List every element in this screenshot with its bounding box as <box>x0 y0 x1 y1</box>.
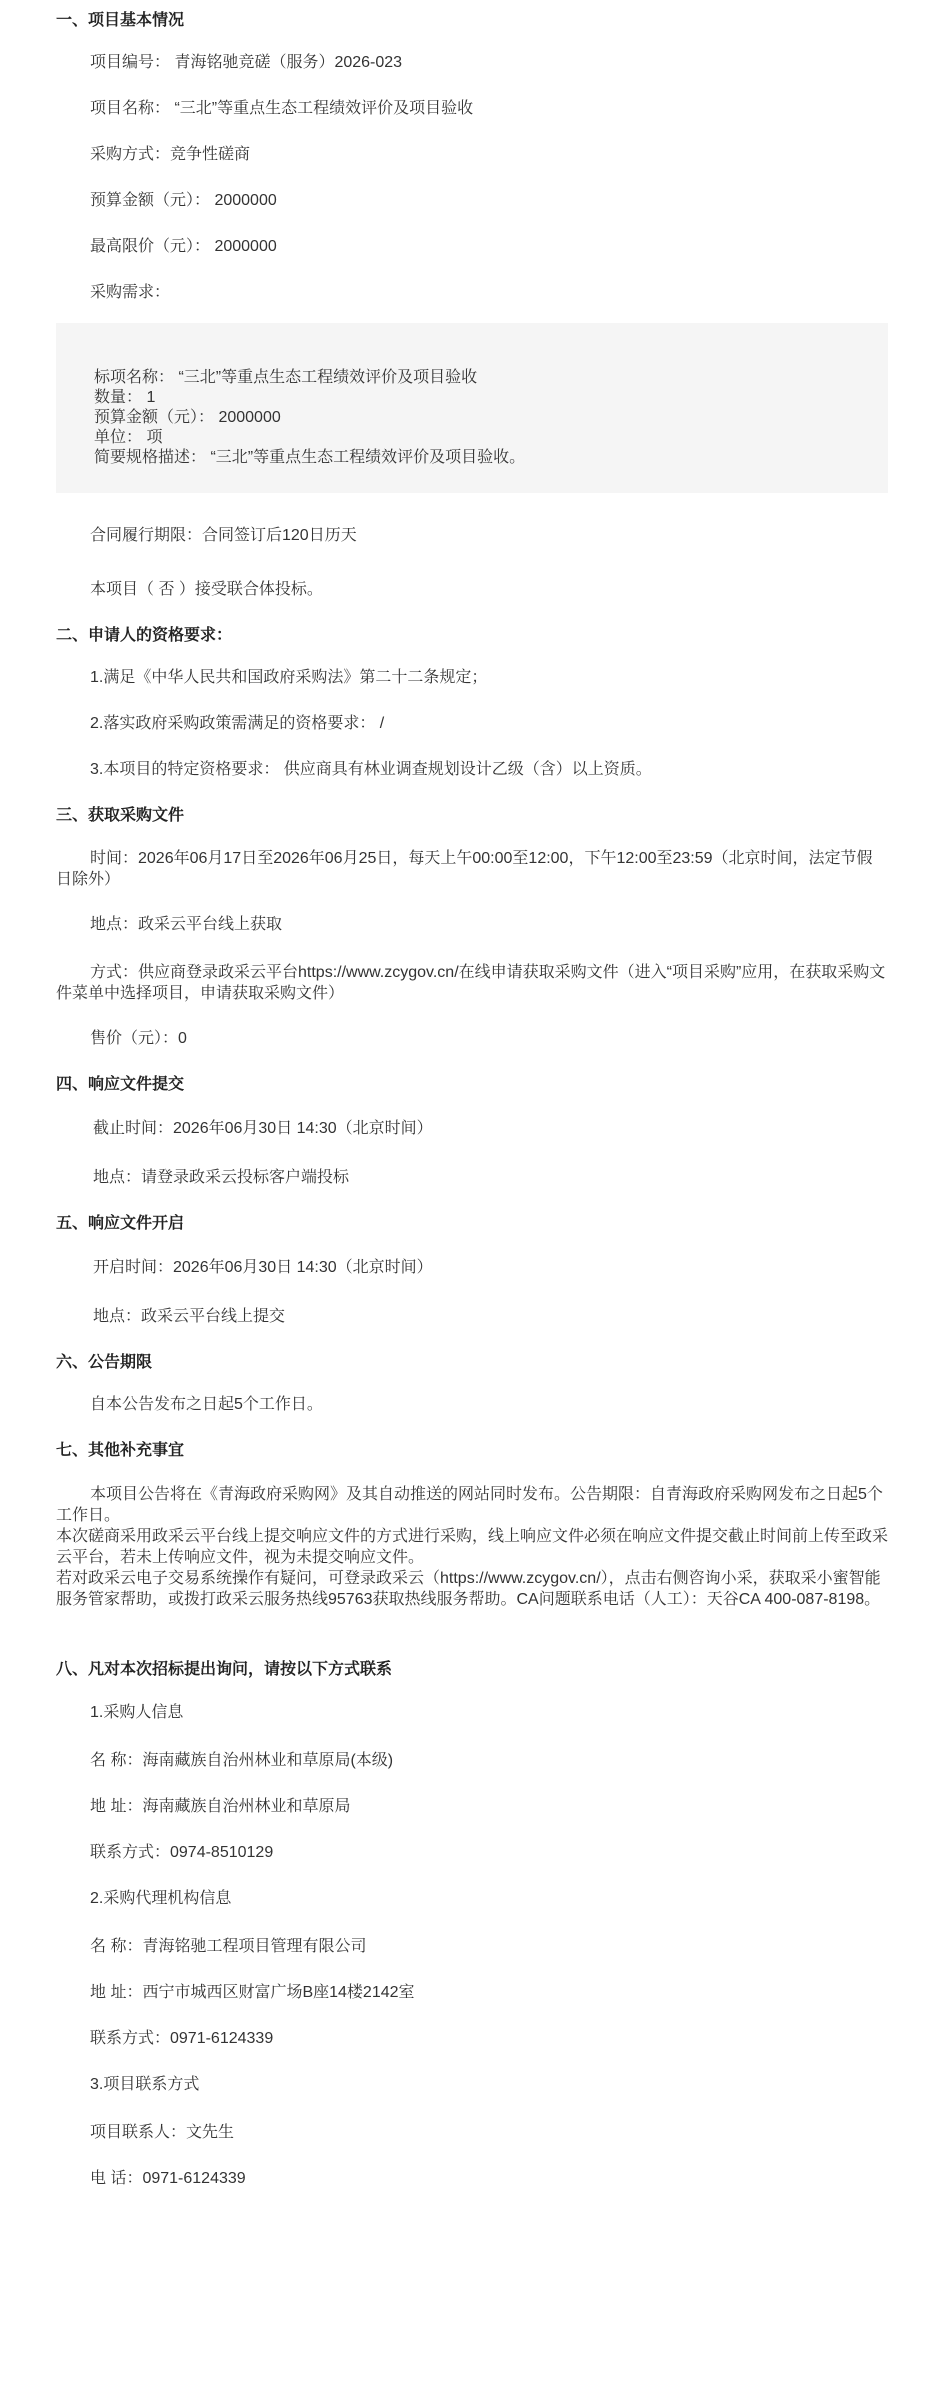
procurement-method: 采购方式：竞争性磋商 <box>90 146 251 163</box>
budget-amount: 预算金额（元）： 2000000 <box>90 192 277 209</box>
qualification-2: 2.落实政府采购政策需满足的资格要求： / <box>90 715 385 732</box>
submission-place: 地点：请登录政采云投标客户端投标 <box>93 1169 350 1186</box>
document-price: 售价（元）：0 <box>90 1030 187 1047</box>
supplement-helpdesk: 若对政采云电子交易系统操作有疑问，可登录政采云（https://www.zcygov.cn/），点击右侧咨询小采，获取采小蜜智能服务管家帮助，或拨打政采云服务热线95763获取热线服务帮助。CA问题联系电话（人工）：天谷CA 400-087-8198。 <box>56 1570 881 1608</box>
section-6-heading: 六、公告期限 <box>56 1354 153 1371</box>
agent-name: 名 称：青海铭驰工程项目管理有限公司 <box>90 1938 367 1955</box>
opening-time: 开启时间：2026年06月30日 14:30（北京时间） <box>93 1259 433 1276</box>
qualification-1: 1.满足《中华人民共和国政府采购法》第二十二条规定； <box>90 669 488 686</box>
section-7-heading: 七、其他补充事宜 <box>56 1442 185 1459</box>
acquire-method: 方式：供应商登录政采云平台https://www.zcygov.cn/在线申请获取采购文件（进入“项目采购”应用，在获取采购文件菜单中选择项目，申请获取采购文件） <box>56 964 886 1002</box>
lot-name: 标项名称： “三北”等重点生态工程绩效评价及项目验收 <box>94 369 478 386</box>
lot-budget: 预算金额（元）： 2000000 <box>94 409 281 426</box>
section-1-heading: 一、项目基本情况 <box>56 12 185 29</box>
section-4-heading: 四、响应文件提交 <box>56 1076 185 1093</box>
consortium-policy: 本项目（ 否 ）接受联合体投标。 <box>90 581 323 598</box>
agent-phone: 联系方式：0971-6124339 <box>90 2030 274 2047</box>
project-number: 项目编号： 青海铭驰竞磋（服务）2026-023 <box>90 54 403 71</box>
lot-quantity: 数量： 1 <box>94 389 156 406</box>
project-contact-phone: 电 话：0971-6124339 <box>90 2170 246 2187</box>
agent-address: 地 址：西宁市城西区财富广场B座14楼2142室 <box>90 1984 415 2001</box>
procurement-demand-label: 采购需求： <box>90 284 171 301</box>
buyer-info-title: 1.采购人信息 <box>90 1704 184 1721</box>
supplement-online-submission: 本次磋商采用政采云平台线上提交响应文件的方式进行采购，线上响应文件必须在响应文件提交截止时间前上传至政采云平台，若未上传响应文件，视为未提交响应文件。 <box>56 1528 889 1566</box>
buyer-name: 名 称：海南藏族自治州林业和草原局(本级) <box>90 1752 394 1769</box>
section-3-heading: 三、获取采购文件 <box>56 807 185 824</box>
agent-info-title: 2.采购代理机构信息 <box>90 1890 232 1907</box>
qualification-3: 3.本项目的特定资格要求： 供应商具有林业调查规划设计乙级（含）以上资质。 <box>90 761 652 778</box>
max-price: 最高限价（元）： 2000000 <box>90 238 277 255</box>
project-contact-person: 项目联系人：文先生 <box>90 2124 235 2141</box>
buyer-address: 地 址：海南藏族自治州林业和草原局 <box>90 1798 351 1815</box>
acquire-place: 地点：政采云平台线上获取 <box>90 916 283 933</box>
submission-deadline: 截止时间：2026年06月30日 14:30（北京时间） <box>93 1120 433 1137</box>
section-8-heading: 八、凡对本次招标提出询问，请按以下方式联系 <box>56 1661 393 1678</box>
section-5-heading: 五、响应文件开启 <box>56 1215 185 1232</box>
contract-period: 合同履行期限：合同签订后120日历天 <box>90 527 357 544</box>
section-2-heading: 二、申请人的资格要求： <box>56 627 233 644</box>
project-name: 项目名称： “三北”等重点生态工程绩效评价及项目验收 <box>90 100 474 117</box>
opening-place: 地点：政采云平台线上提交 <box>93 1308 286 1325</box>
lot-spec: 简要规格描述： “三北”等重点生态工程绩效评价及项目验收。 <box>94 449 526 466</box>
lot-unit: 单位： 项 <box>94 429 163 446</box>
supplement-publish: 本项目公告将在《青海政府采购网》及其自动推送的网站同时发布。公告期限：自青海政府采购网发布之日起5个工作日。 <box>56 1486 883 1524</box>
acquire-time: 时间：2026年06月17日至2026年06月25日，每天上午00:00至12:00，下午12:00至23:59（北京时间，法定节假日除外） <box>56 850 873 888</box>
buyer-phone: 联系方式：0974-8510129 <box>90 1844 274 1861</box>
announcement-period: 自本公告发布之日起5个工作日。 <box>90 1396 323 1413</box>
demand-detail-box <box>56 323 888 493</box>
project-contact-title: 3.项目联系方式 <box>90 2076 200 2093</box>
